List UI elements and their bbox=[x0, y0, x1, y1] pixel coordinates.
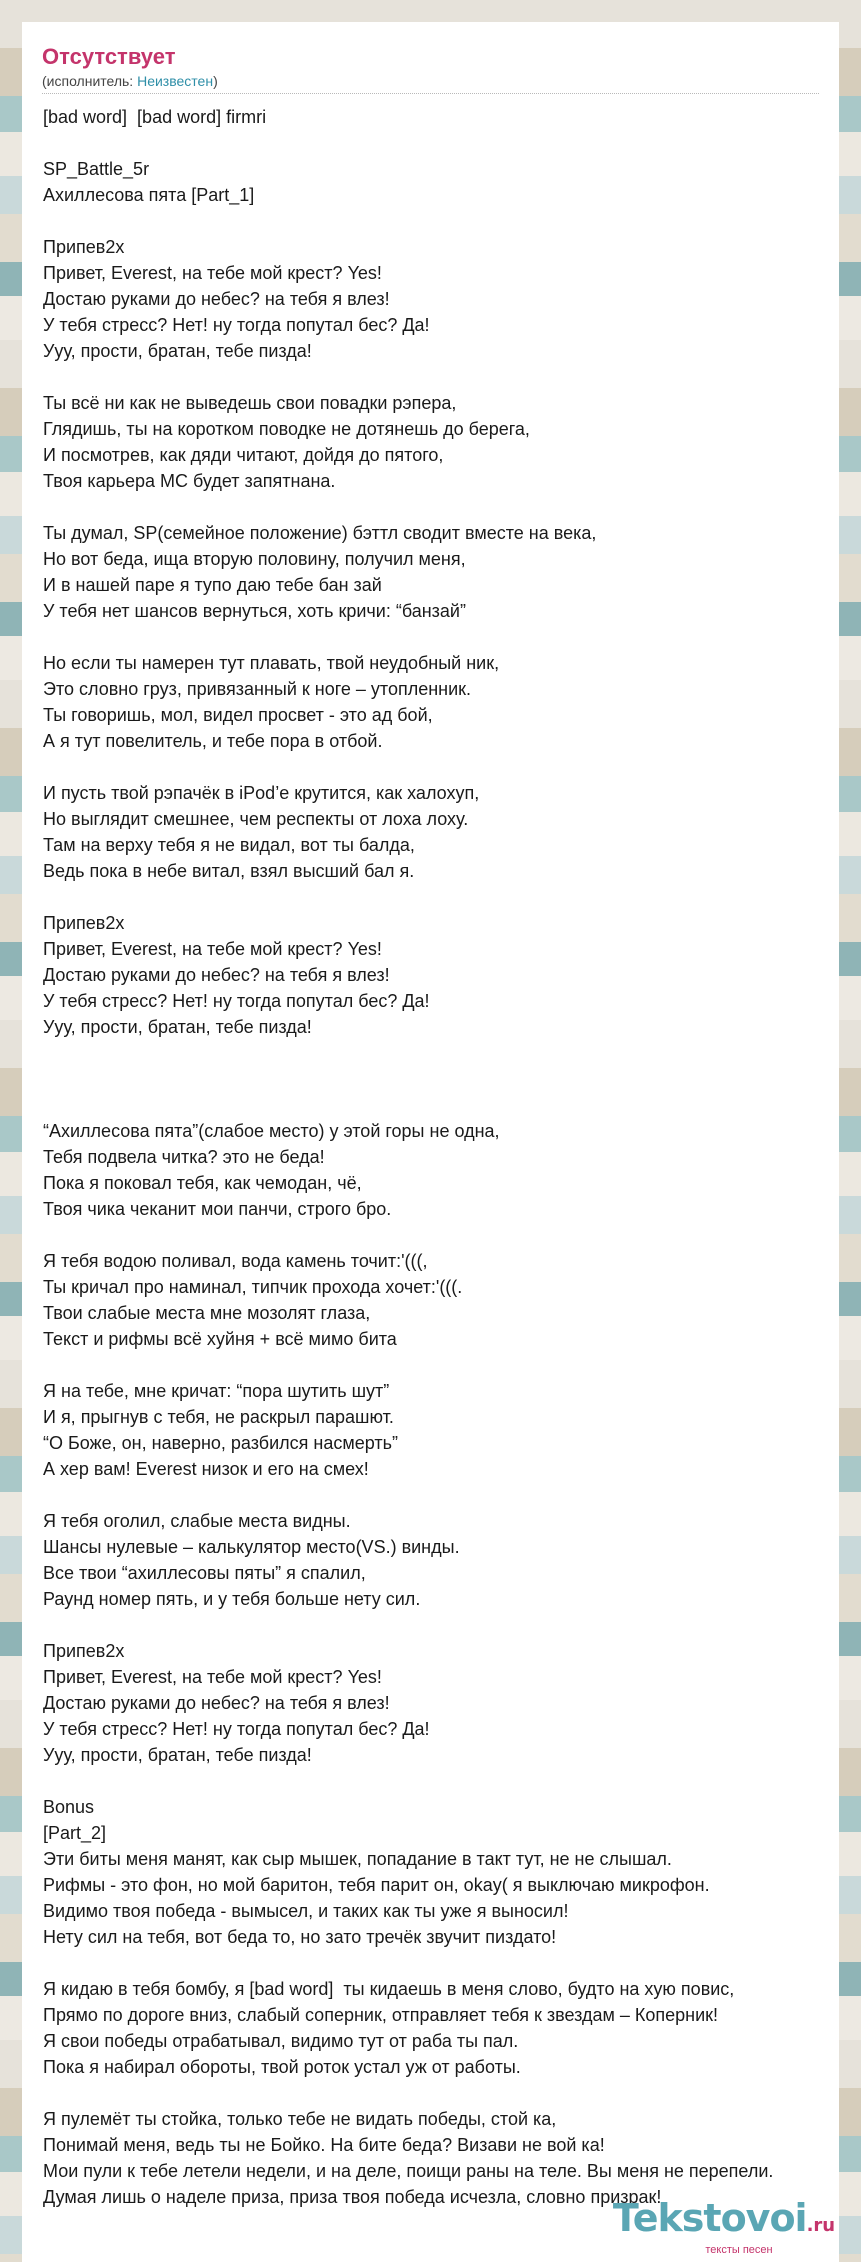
lyric-line: [Part_2] bbox=[43, 1823, 107, 1843]
lyric-line: Достаю руками до небес? на тебя я влез! bbox=[43, 1693, 390, 1713]
lyric-line: У тебя стресс? Нет! ну тогда попутал бес? Да! bbox=[43, 315, 430, 335]
lyric-line: Ты думал, SP(семейное положение) бэттл сводит вместе на века, bbox=[43, 523, 597, 543]
lyric-line: И пусть твой рэпачёк в iPod’е крутится, как халохуп, bbox=[43, 783, 480, 803]
lyric-line: Тебя подвела читка? это не беда! bbox=[43, 1147, 325, 1167]
site-logo[interactable] bbox=[609, 2198, 839, 2256]
lyric-line: Припев2x bbox=[43, 237, 125, 257]
lyric-blank-line bbox=[43, 1040, 839, 1066]
artist-link[interactable]: Неизвестен bbox=[137, 73, 214, 89]
lyric-line: Но если ты намерен тут плавать, твой неудобный ник, bbox=[43, 653, 500, 673]
lyric-line: И посмотрев, как дяди читают, дойдя до пятого, bbox=[43, 445, 444, 465]
lyric-line: Ты всё ни как не выведешь свои повадки рэпера, bbox=[43, 393, 457, 413]
lyric-line: Нету сил на тебя, вот беда то, но зато тречёк звучит пиздато! bbox=[43, 1927, 557, 1947]
lyric-line: Твоя карьера МС будет запятнана. bbox=[43, 471, 336, 491]
lyric-blank-line bbox=[43, 364, 839, 390]
lyric-blank-line bbox=[43, 1352, 839, 1378]
lyric-line: Это словно груз, привязанный к ноге – утопленник. bbox=[43, 679, 472, 699]
lyric-blank-line bbox=[43, 1482, 839, 1508]
lyric-line: Эти биты меня манят, как сыр мышек, попадание в такт тут, не не слышал. bbox=[43, 1849, 672, 1869]
lyric-line: Но вот беда, ища вторую половину, получил меня, bbox=[43, 549, 466, 569]
lyric-line: У тебя стресс? Нет! ну тогда попутал бес? Да! bbox=[43, 1719, 430, 1739]
lyric-line: Твои слабые места мне мозолят глаза, bbox=[43, 1303, 371, 1323]
lyric-line: Достаю руками до небес? на тебя я влез! bbox=[43, 289, 390, 309]
lyric-line: А хер вам! Everest низок и его на смех! bbox=[43, 1459, 369, 1479]
lyric-blank-line bbox=[43, 1222, 839, 1248]
logo-domain-suffix: .ru bbox=[806, 2215, 836, 2236]
lyrics-text bbox=[43, 104, 839, 2210]
lyric-line: Я свои победы отрабатывал, видимо тут от раба ты пал. bbox=[43, 2031, 519, 2051]
lyric-line: Понимай меня, ведь ты не Бойко. На бите беда? Визави не вой ка! bbox=[43, 2135, 605, 2155]
lyric-line: И я, прыгнув с тебя, не раскрыл парашют. bbox=[43, 1407, 394, 1427]
lyric-line: Прямо по дороге вниз, слабый соперник, отправляет тебя к звездам – Коперник! bbox=[43, 2005, 719, 2025]
lyric-line: Раунд номер пять, и у тебя больше нету сил. bbox=[43, 1589, 421, 1609]
lyric-line: Я кидаю в тебя бомбу, я [bad word] ты кидаешь в меня слово, будто на хую повис, bbox=[43, 1979, 735, 1999]
lyric-blank-line bbox=[43, 1612, 839, 1638]
lyric-blank-line bbox=[43, 1768, 839, 1794]
lyric-blank-line bbox=[43, 494, 839, 520]
lyric-line: Видимо твоя победа - вымысел, и таких как ты уже я выносил! bbox=[43, 1901, 569, 1921]
lyric-blank-line bbox=[43, 884, 839, 910]
lyric-line: Ведь пока в небе витал, взял высший бал я. bbox=[43, 861, 415, 881]
lyric-line: Твоя чика чеканит мои панчи, строго бро. bbox=[43, 1199, 392, 1219]
lyric-blank-line bbox=[43, 624, 839, 650]
lyric-line: Я тебя оголил, слабые места видны. bbox=[43, 1511, 351, 1531]
lyric-line: Достаю руками до небес? на тебя я влез! bbox=[43, 965, 390, 985]
logo-main-text: Tekstovoi bbox=[612, 2196, 807, 2240]
lyric-blank-line bbox=[43, 754, 839, 780]
lyric-line: Я на тебе, мне кричат: “пора шутить шут” bbox=[43, 1381, 390, 1401]
lyric-line: “Ахиллесова пята”(слабое место) у этой горы не одна, bbox=[43, 1121, 500, 1141]
lyric-blank-line bbox=[43, 2080, 839, 2106]
lyric-line: Я пулемёт ты стойка, только тебе не видать победы, стой ка, bbox=[43, 2109, 557, 2129]
lyric-line: Рифмы - это фон, но мой баритон, тебя парит он, okay( я выключаю микрофон. bbox=[43, 1875, 710, 1895]
lyric-blank-line bbox=[43, 1092, 839, 1118]
lyric-line: Привет, Everest, на тебе мой крест? Yes! bbox=[43, 939, 382, 959]
lyric-line: Я тебя водою поливал, вода камень точит:'(((, bbox=[43, 1251, 428, 1271]
lyric-line: Но выглядит смешнее, чем респекты от лоха лоху. bbox=[43, 809, 469, 829]
song-title: Отсутствует bbox=[42, 44, 176, 69]
lyric-line: [bad word] [bad word] firmri bbox=[43, 107, 267, 127]
lyric-line: Привет, Everest, на тебе мой крест? Yes! bbox=[43, 263, 382, 283]
lyric-line: Припев2x bbox=[43, 913, 125, 933]
lyric-line: Ты говоришь, мол, видел просвет - это ад бой, bbox=[43, 705, 433, 725]
lyric-line: У тебя стресс? Нет! ну тогда попутал бес? Да! bbox=[43, 991, 430, 1011]
lyric-line: Ууу, прости, братан, тебе пизда! bbox=[43, 1745, 312, 1765]
lyric-line: Ууу, прости, братан, тебе пизда! bbox=[43, 1017, 312, 1037]
lyric-blank-line bbox=[43, 130, 839, 156]
artist-prefix: (исполнитель: bbox=[42, 73, 138, 89]
lyric-line: SP_Battle_5r bbox=[43, 159, 150, 179]
lyric-line: Текст и рифмы всё хуйня + всё мимо бита bbox=[43, 1329, 397, 1349]
lyric-line: Глядишь, ты на коротком поводке не дотянешь до берега, bbox=[43, 419, 530, 439]
lyric-line: Пока я набирал обороты, твой роток устал уж от работы. bbox=[43, 2057, 521, 2077]
lyric-line: Привет, Everest, на тебе мой крест? Yes! bbox=[43, 1667, 382, 1687]
lyric-line: Ууу, прости, братан, тебе пизда! bbox=[43, 341, 312, 361]
lyric-line: Все твои “ахиллесовы пяты” я спалил, bbox=[43, 1563, 366, 1583]
lyric-line: Шансы нулевые – калькулятор место(VS.) винды. bbox=[43, 1537, 460, 1557]
lyric-line: Bonus bbox=[43, 1797, 95, 1817]
lyric-line: Думая лишь о наделе приза, приза твоя победа исчезла, словно призрак! bbox=[43, 2187, 662, 2207]
lyric-line: А я тут повелитель, и тебе пора в отбой. bbox=[43, 731, 383, 751]
lyric-blank-line bbox=[43, 208, 839, 234]
lyric-line: Там на верху тебя я не видал, вот ты балда, bbox=[43, 835, 415, 855]
artist-suffix: ) bbox=[213, 73, 218, 89]
lyric-blank-line bbox=[43, 1950, 839, 1976]
lyric-blank-line bbox=[43, 1066, 839, 1092]
lyric-line: И в нашей паре я тупо даю тебе бан зай bbox=[43, 575, 382, 595]
lyrics-panel bbox=[22, 22, 839, 2262]
lyric-line: “О Боже, он, наверно, разбился насмерть” bbox=[43, 1433, 398, 1453]
lyric-line: У тебя нет шансов вернуться, хоть кричи: “банзай” bbox=[43, 601, 466, 621]
lyric-line: Ахиллесова пята [Part_1] bbox=[43, 185, 255, 205]
lyric-line: Припев2x bbox=[43, 1641, 125, 1661]
lyric-line: Мои пули к тебе летели недели, и на деле, поищи раны на теле. Вы меня не перепели. bbox=[43, 2161, 774, 2181]
logo-tagline: тексты песен bbox=[705, 2244, 773, 2256]
lyric-line: Пока я поковал тебя, как чемодан, чё, bbox=[43, 1173, 362, 1193]
song-header bbox=[42, 42, 819, 94]
artist-line bbox=[42, 72, 819, 94]
lyric-line: Ты кричал про наминал, типчик прохода хочет:'(((. bbox=[43, 1277, 463, 1297]
